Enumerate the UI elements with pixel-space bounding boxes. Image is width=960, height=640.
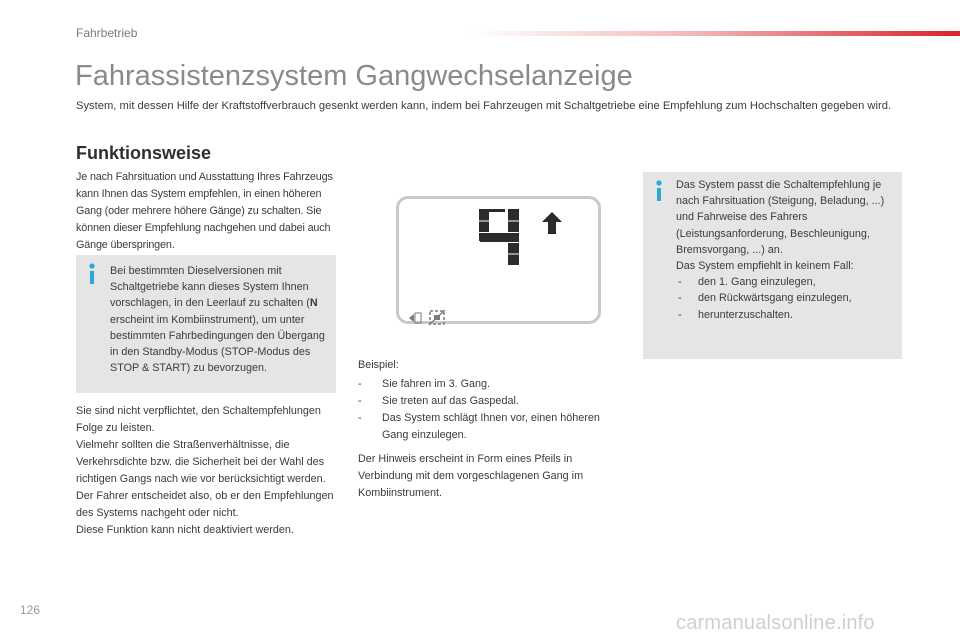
advice-line: Diese Funktion kann nicht deaktiviert werden.: [76, 524, 294, 536]
list-item: - den 1. Gang einzulegen,: [676, 274, 900, 290]
intro-paragraph: System, mit dessen Hilfe der Kraftstoffverbrauch gesenkt werden kann, indem bei Fahrzeugen mit Schaltgetriebe eine Empfehlung zum Hochschalten gegeben wird.: [76, 100, 892, 112]
info-box-diesel-text: [110, 263, 332, 376]
gear-digit-4: [396, 196, 601, 324]
section-label: Fahrbetrieb: [76, 26, 138, 40]
function-paragraph: Je nach Fahrsituation und Ausstattung Ihres Fahrzeugs kann Ihnen das System empfehlen, in einen höheren Gang (oder mehrere höhere Gänge) zu schalten. Sie können dieser Empfehlung nachgehen und dabei auch Gänge überspringen.: [76, 171, 333, 251]
example-list: [358, 376, 628, 444]
list-item: - Das System schlägt Ihnen vor, einen höheren Gang einzulegen.: [358, 410, 628, 444]
stop-start-icon: [427, 309, 449, 327]
list-item: - Sie fahren im 3. Gang.: [358, 376, 628, 393]
info-text-part: Das System passt die Schaltempfehlung je nach Fahrsituation (Steigung, Beladung, ...) und Fahrweise des Fahrers (Leistungsanforderung, Beschleunigung, Bremsvorgang, ...) an.: [676, 179, 885, 256]
page-title: Fahrassistenzsystem Gangwechselanzeige: [75, 60, 633, 92]
neutral-gear-letter: N: [309, 297, 318, 310]
info-icon: [654, 180, 664, 202]
info-text-part: Bei bestimmten Dieselversionen mit Schaltgetriebe kann dieses System Ihnen vorschlagen, in den Leerlauf zu schalten (: [110, 265, 310, 310]
info-text-part: Das System empfiehlt in keinem Fall:: [676, 260, 854, 273]
list-item: - herunterzuschalten.: [676, 307, 900, 323]
page-number: 126: [20, 603, 41, 617]
never-list: [676, 274, 900, 323]
info-icon: [87, 263, 97, 285]
advice-line: Sie sind nicht verpflichtet, den Schaltempfehlungen Folge zu leisten.: [76, 405, 321, 434]
list-item: - den Rückwärtsgang einzulegen,: [676, 290, 900, 306]
section-title: Funktionsweise: [76, 143, 212, 163]
eco-indicator-icon: [403, 310, 425, 326]
list-item: - Sie treten auf das Gaspedal.: [358, 393, 628, 410]
header-accent-rule: [470, 31, 960, 36]
indicator-note: Der Hinweis erscheint in Form eines Pfeils in Verbindung mit dem vorgeschlagenen Gang im Kombiinstrument.: [358, 453, 584, 499]
info-box-adaptive: [643, 172, 902, 359]
info-text-part: erscheint im Kombiinstrument), um unter bestimmten Fahrbedingungen den Übergang in den Standby-Modus (STOP-Modus des STOP & START) zu bevorzugen.: [110, 313, 325, 375]
example-label: Beispiel:: [358, 359, 399, 371]
shift-up-arrow-icon: [542, 212, 562, 234]
info-box-diesel: [76, 255, 336, 393]
instrument-display: [396, 196, 601, 324]
advice-paragraph: [76, 403, 338, 539]
watermark: carmanualsonline.info: [676, 612, 875, 634]
info-box-adaptive-text: [676, 177, 900, 323]
advice-line: Vielmehr sollten die Straßenverhältnisse, die Verkehrsdichte bzw. die Sicherheit bei der Wahl des richtigen Gangs nach wie vor berücksichtigt werden. Der Fahrer entscheidet also, ob er den Empfehlungen des Systems nachgeht oder nicht.: [76, 439, 334, 519]
